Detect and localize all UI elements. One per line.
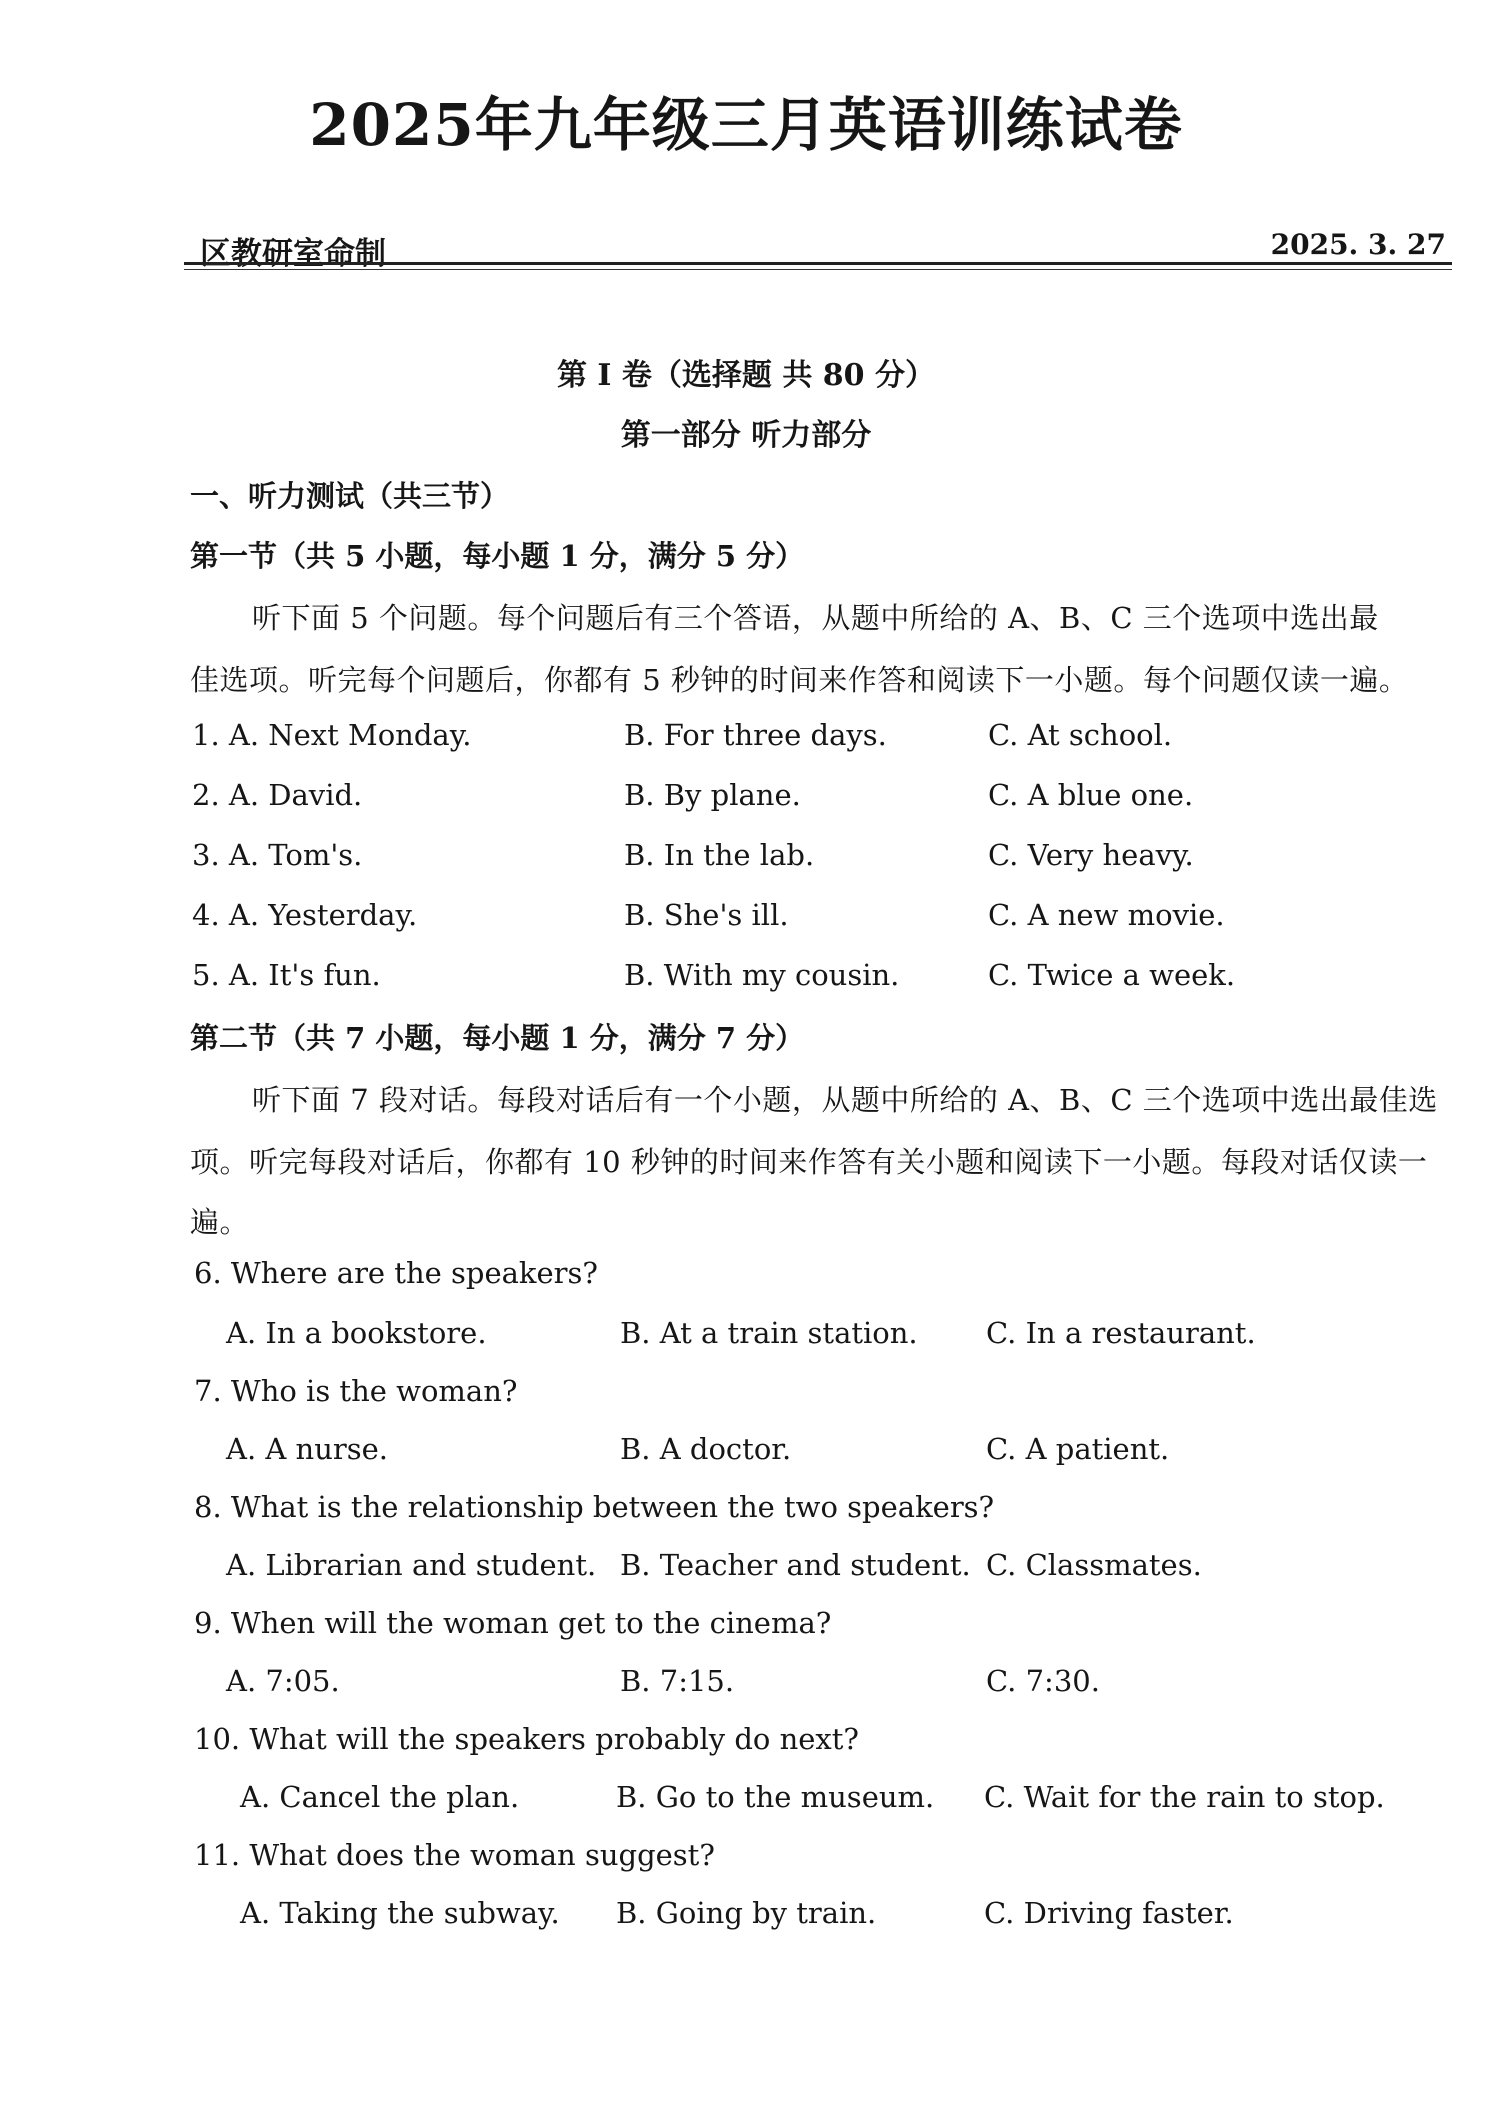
q2-option-b: B. By plane.	[624, 778, 801, 812]
q3-option-c: C. Very heavy.	[988, 838, 1194, 872]
q7-option-a: A. A nurse.	[226, 1432, 389, 1466]
volume-heading: 第 I 卷（选择题 共 80 分）	[556, 358, 935, 393]
q9-option-b: B. 7:15.	[620, 1664, 735, 1698]
q5-option-b: B. With my cousin.	[624, 958, 900, 992]
header-rule-thin	[184, 269, 1452, 270]
header-rule-thick	[184, 262, 1452, 265]
q9-option-c: C. 7:30.	[986, 1664, 1100, 1698]
q6-option-a: A. In a bookstore.	[226, 1316, 487, 1350]
q4-option-b: B. She's ill.	[624, 898, 789, 932]
q1-option-a: 1. A. Next Monday.	[192, 718, 472, 752]
q2-option-c: C. A blue one.	[988, 778, 1194, 812]
q10-option-a: A. Cancel the plan.	[240, 1780, 520, 1814]
q6-option-c: C. In a restaurant.	[986, 1316, 1256, 1350]
q4-option-a: 4. A. Yesterday.	[192, 898, 418, 932]
q11-option-b: B. Going by train.	[616, 1896, 877, 1930]
q3-option-a: 3. A. Tom's.	[192, 838, 363, 872]
issuer-label: 区教研室命制	[200, 236, 386, 272]
q6-option-b: B. At a train station.	[620, 1316, 918, 1350]
part-heading: 第一部分 听力部分	[620, 418, 872, 453]
q4-option-c: C. A new movie.	[988, 898, 1225, 932]
q1-option-b: B. For three days.	[624, 718, 887, 752]
exam-date: 2025. 3. 27	[1270, 228, 1446, 261]
q11-option-c: C. Driving faster.	[984, 1896, 1234, 1930]
q11-stem: 11. What does the woman suggest?	[194, 1838, 715, 1872]
q2-option-a: 2. A. David.	[192, 778, 363, 812]
q8-option-c: C. Classmates.	[986, 1548, 1202, 1582]
s2-instruction-line-2: 项。听完每段对话后，你都有 10 秒钟的时间来作答有关小题和阅读下一小题。每段对话仅读一	[190, 1145, 1428, 1179]
q8-option-a: A. Librarian and student.	[226, 1548, 597, 1582]
q8-option-b: B. Teacher and student.	[620, 1548, 971, 1582]
exam-title: 2025年九年级三月英语训练试卷	[309, 91, 1183, 159]
q3-option-b: B. In the lab.	[624, 838, 815, 872]
s1-instruction-line-1: 听下面 5 个问题。每个问题后有三个答语，从题中所给的 A、B、C 三个选项中选出最	[252, 601, 1379, 635]
q10-option-c: C. Wait for the rain to stop.	[984, 1780, 1385, 1814]
q5-option-a: 5. A. It's fun.	[192, 958, 381, 992]
q8-stem: 8. What is the relationship between the two speakers?	[194, 1490, 995, 1524]
s2-instruction-line-3: 遍。	[190, 1205, 250, 1239]
q1-option-c: C. At school.	[988, 718, 1173, 752]
q10-stem: 10. What will the speakers probably do next?	[194, 1722, 859, 1756]
q7-option-b: B. A doctor.	[620, 1432, 792, 1466]
q9-option-a: A. 7:05.	[226, 1664, 340, 1698]
q10-option-b: B. Go to the museum.	[616, 1780, 935, 1814]
s1-instruction-line-2: 佳选项。听完每个问题后，你都有 5 秒钟的时间来作答和阅读下一小题。每个问题仅读一遍。	[190, 663, 1409, 697]
s1-heading: 第一节（共 5 小题，每小题 1 分，满分 5 分）	[190, 539, 805, 573]
s2-instruction-line-1: 听下面 7 段对话。每段对话后有一个小题，从题中所给的 A、B、C 三个选项中选出最佳选	[252, 1083, 1438, 1117]
q5-option-c: C. Twice a week.	[988, 958, 1236, 992]
section-heading: 一、听力测试（共三节）	[190, 479, 510, 513]
q9-stem: 9. When will the woman get to the cinema?	[194, 1606, 832, 1640]
q11-option-a: A. Taking the subway.	[240, 1896, 560, 1930]
q7-stem: 7. Who is the woman?	[194, 1374, 518, 1408]
q7-option-c: C. A patient.	[986, 1432, 1170, 1466]
s2-heading: 第二节（共 7 小题，每小题 1 分，满分 7 分）	[190, 1021, 805, 1055]
q6-stem: 6. Where are the speakers?	[194, 1256, 598, 1290]
